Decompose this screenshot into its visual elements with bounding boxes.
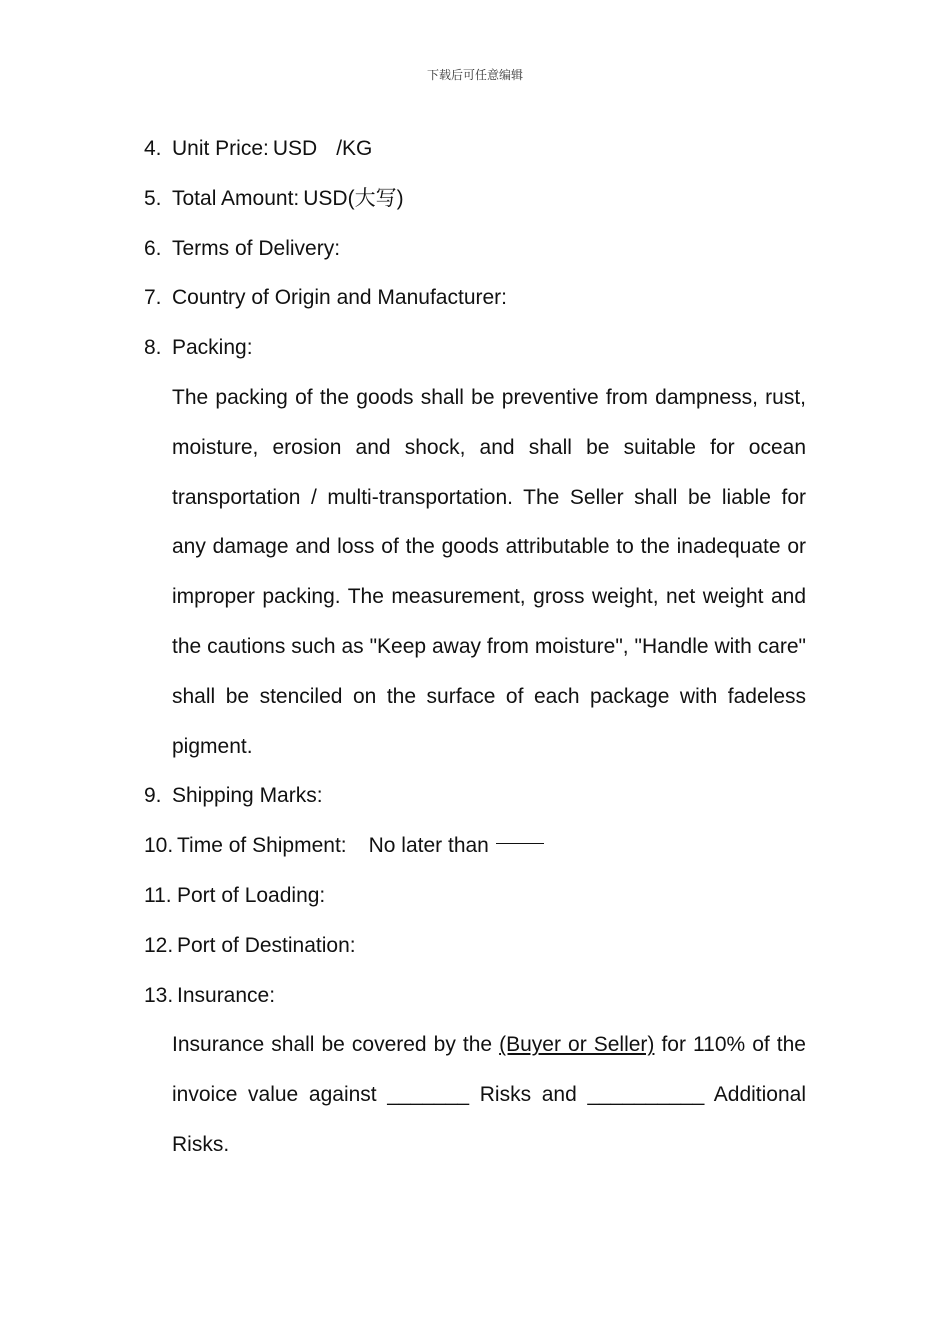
clause-number: 13. [144, 983, 174, 1007]
clause-port-of-loading [144, 871, 806, 921]
clause-label: Terms of Delivery: [172, 236, 341, 260]
insurance-text: Additional Risks. [172, 1083, 806, 1156]
clause-number: 11. [144, 883, 172, 907]
clause-number: 7. [144, 286, 162, 310]
amount-value: USD(大写) [303, 186, 404, 210]
insurance-paragraph [144, 1020, 806, 1169]
unit-value: /KG [336, 137, 373, 160]
insurance-party: (Buyer or Seller) [499, 1033, 655, 1057]
clause-label: Packing: [172, 336, 253, 360]
clause-label: Country of Origin and Manufacturer: [172, 286, 507, 310]
clause-number: 5. [144, 186, 162, 210]
packing-paragraph: The packing of the goods shall be preventive from dampness, rust, moisture, erosion and shock, and shall be suitable for ocean transportation / multi-transportation. The Seller shall be liable for any damage and loss of the goods attributable to the inadequate or improper packing. The measurement, gross weight, net weight and the cautions such as "Keep away from moisture", "Handle with care" shall be stenciled on the surface of each package with fadeless pigment. [172, 385, 806, 758]
clause-shipping-marks [144, 771, 806, 821]
risk-blank: _______ [387, 1083, 470, 1107]
clause-label: Shipping Marks: [172, 784, 323, 808]
clause-total-amount [144, 174, 806, 224]
clause-label: Unit Price: [172, 137, 269, 160]
page-header: 下载后可任意编辑 [426, 68, 523, 82]
clause-number: 6. [144, 236, 162, 260]
contract-document [144, 124, 806, 1170]
insurance-text: Risks and [479, 1083, 577, 1107]
additional-risk-blank: __________ [587, 1083, 705, 1107]
currency-value: USD [272, 137, 318, 160]
shipment-date-blank [496, 821, 544, 844]
clause-unit-price [144, 124, 806, 174]
clause-label: Total Amount: [172, 186, 300, 210]
clause-number: 4. [144, 137, 162, 160]
clause-label: Port of Destination: [177, 933, 356, 957]
clause-time-of-shipment [144, 821, 806, 871]
clause-label: Insurance: [177, 983, 276, 1007]
clause-packing [144, 323, 806, 373]
clause-port-of-destination [144, 921, 806, 971]
insurance-text: for 110% of the invoice value against [172, 1033, 806, 1107]
clause-number: 10. [144, 834, 174, 858]
clause-number: 12. [144, 933, 174, 957]
clause-label: Time of Shipment: [177, 834, 347, 858]
shipment-value: No later than [368, 834, 489, 858]
clause-label: Port of Loading: [177, 883, 326, 907]
clause-insurance [144, 971, 806, 1021]
clause-terms-of-delivery [144, 224, 806, 274]
clause-number: 8. [144, 336, 162, 360]
insurance-text: Insurance shall be covered by the [172, 1033, 493, 1057]
clause-country-of-origin [144, 273, 806, 323]
clause-number: 9. [144, 784, 162, 808]
